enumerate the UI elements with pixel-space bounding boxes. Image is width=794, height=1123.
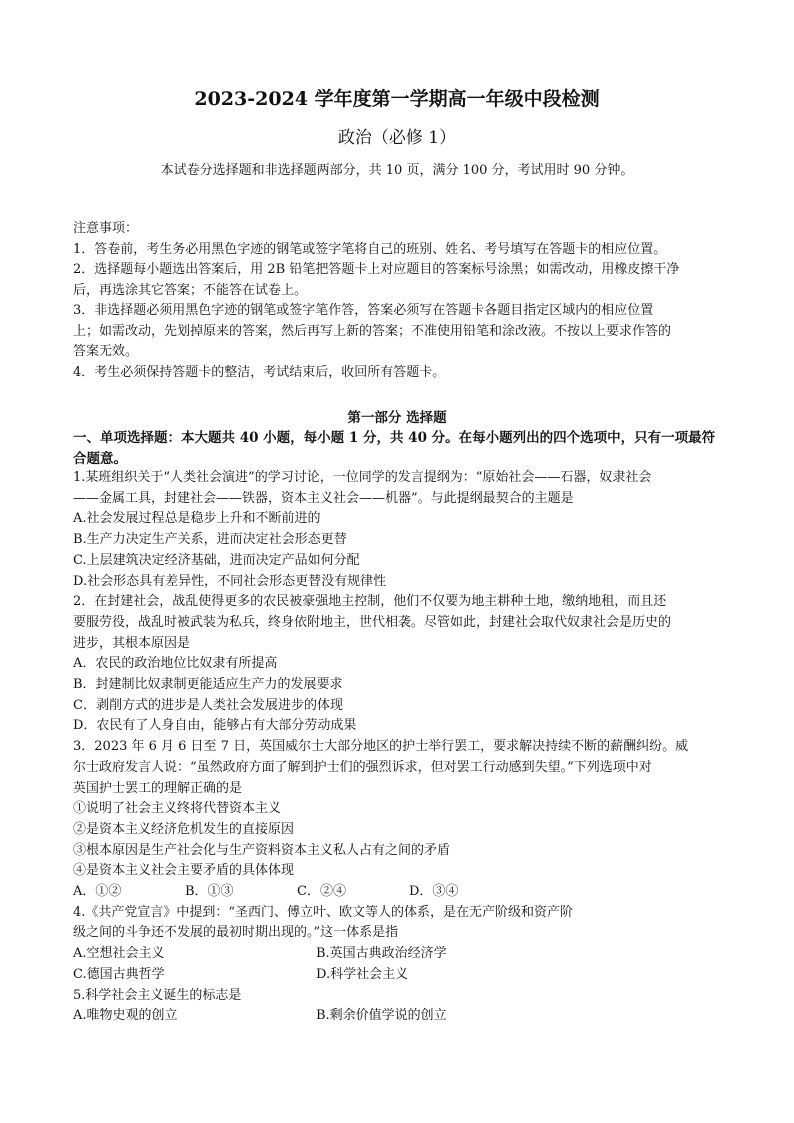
- notes-line: 上；如需改动，先划掉原来的答案，然后再写上新的答案；不准使用铅笔和涂改液。不按以上要求作答的: [73, 323, 672, 339]
- q3-options-row: [73, 882, 733, 903]
- q4-options-row-2: [73, 965, 733, 986]
- exam-intro: 本试卷分选择题和非选择题两部分，共 10 页，满分 100 分，考试用时 90 分钟。: [160, 163, 634, 178]
- notes-line: 答案无效。: [73, 344, 139, 359]
- q5-stem-line: 5.科学社会主义诞生的标志是: [73, 987, 242, 1003]
- q3-item-3: ③根本原因是生产社会化与生产资料资本主义私人占有之间的矛盾: [73, 842, 451, 858]
- q3-stem-line: 3．2023 年 6 月 6 日至 7 日，英国威尔士大部分地区的护士举行罢工，要求解决持续不断的薪酬纠纷。威: [73, 739, 689, 755]
- q4-options-row-1: [73, 944, 733, 965]
- notes-line: 4．考生必须保持答题卡的整洁，考试结束后，收回所有答题卡。: [73, 364, 446, 380]
- section-line: 一、单项选择题：本大题共 40 小题，每小题 1 分，共 40 分。在每小题列出的四个选项中，只有一项最符: [73, 430, 716, 446]
- section-instructions: [73, 428, 733, 469]
- part-one-title: 第一部分 选择题: [347, 410, 447, 426]
- q5-option-a: A.唯物史观的创立: [73, 1008, 178, 1024]
- q1-option-a: A.社会发展过程总是稳步上升和不断前进的: [73, 511, 321, 527]
- q1-stem-line: 1.某班组织关于“人类社会演进”的学习讨论，一位同学的发言提纲为：“原始社会——石器，奴隶社会: [73, 470, 652, 485]
- q5-options-row-1: [73, 1006, 733, 1027]
- q2-stem-line: 进步，其根本原因是: [73, 635, 191, 651]
- q3-item-1: ①说明了社会主义终将代替资本主义: [73, 801, 282, 817]
- q4-stem-line: 级之间的斗争还不发展的最初时期出现的。”这一体系是指: [73, 925, 399, 941]
- q3-option-c: C．②④: [297, 884, 346, 900]
- q4-option-c: C.德国古典哲学: [73, 966, 165, 982]
- q1-option-d: D.社会形态具有差异性，不同社会形态更替没有规律性: [73, 573, 387, 589]
- q4-option-a: A.空想社会主义: [73, 946, 165, 962]
- q4-option-b: B.英国古典政治经济学: [316, 946, 447, 962]
- q4-option-d: D.科学社会主义: [316, 966, 409, 982]
- exam-subject: 政治（必修 1）: [337, 128, 457, 148]
- q3-item-2: ②是资本主义经济危机发生的直接原因: [73, 821, 295, 837]
- q4-stem-line: 4.《共产党宣言》中提到：“圣西门、傅立叶、欧文等人的体系，是在无产阶级和资产阶: [73, 904, 574, 920]
- section-line: 合题意。: [73, 450, 127, 467]
- notes-heading: 注意事项：: [73, 221, 139, 236]
- q1-stem-line: ——金属工具，封建社会——铁器，资本主义社会——机器”。与此提纲最契合的主题是: [73, 490, 574, 506]
- q3-item-4: ④是资本主义社会主要矛盾的具体体现: [73, 863, 295, 879]
- q3-option-b: B．①③: [185, 884, 234, 900]
- q5-option-b: B.剩余价值学说的创立: [316, 1008, 447, 1024]
- q2-option-c: C．剥削方式的进步是人类社会发展进步的体现: [73, 697, 343, 713]
- q3-option-d: D．③④: [409, 884, 459, 900]
- notes-line: 2．选择题每小题选出答案后，用 2B 铅笔把答题卡上对应题目的答案标号涂黑；如需改动，用橡皮擦干净: [73, 262, 680, 277]
- q2-option-d: D．农民有了人身自由，能够占有大部分劳动成果: [73, 718, 357, 734]
- q1-option-c: C.上层建筑决定经济基础，进而决定产品如何分配: [73, 552, 360, 568]
- notes-line: 后，再选涂其它答案；不能答在试卷上。: [73, 282, 308, 298]
- q3-option-a: A．①②: [73, 884, 122, 900]
- questions-body: [73, 468, 733, 1027]
- q3-stem-line: 尔士政府发言人说：“虽然政府方面了解到护士们的强烈诉求，但对罢工行动感到失望。”下列选项中对: [73, 759, 652, 775]
- notes-line: 1．答卷前，考生务必用黑色字迹的钢笔或签字笔将自己的班别、姓名、考号填写在答题卡的相应位置。: [73, 241, 667, 257]
- q2-stem-line: 要服劳役，战乱时被武装为私兵，终身依附地主，世代相袭。尽管如此，封建社会取代奴隶社会是历史的: [73, 614, 672, 630]
- q2-option-b: B．封建制比奴隶制更能适应生产力的发展要求: [73, 677, 343, 693]
- exam-title: 2023-2024 学年度第一学期高一年级中段检测: [194, 88, 600, 110]
- notes-section: [73, 219, 733, 383]
- q3-stem-line: 英国护士罢工的理解正确的是: [73, 780, 243, 796]
- q2-stem-line: 2．在封建社会，战乱使得更多的农民被豪强地主控制，他们不仅要为地主耕种土地，缴纳地租，而且还: [73, 594, 667, 610]
- q1-option-b: B.生产力决定生产关系，进而决定社会形态更替: [73, 532, 347, 548]
- q2-option-a: A．农民的政治地位比奴隶有所提高: [73, 656, 278, 672]
- notes-line: 3．非选择题必须用黑色字迹的钢笔或签字笔作答，答案必须写在答题卡各题目指定区域内的相应位置: [73, 303, 654, 318]
